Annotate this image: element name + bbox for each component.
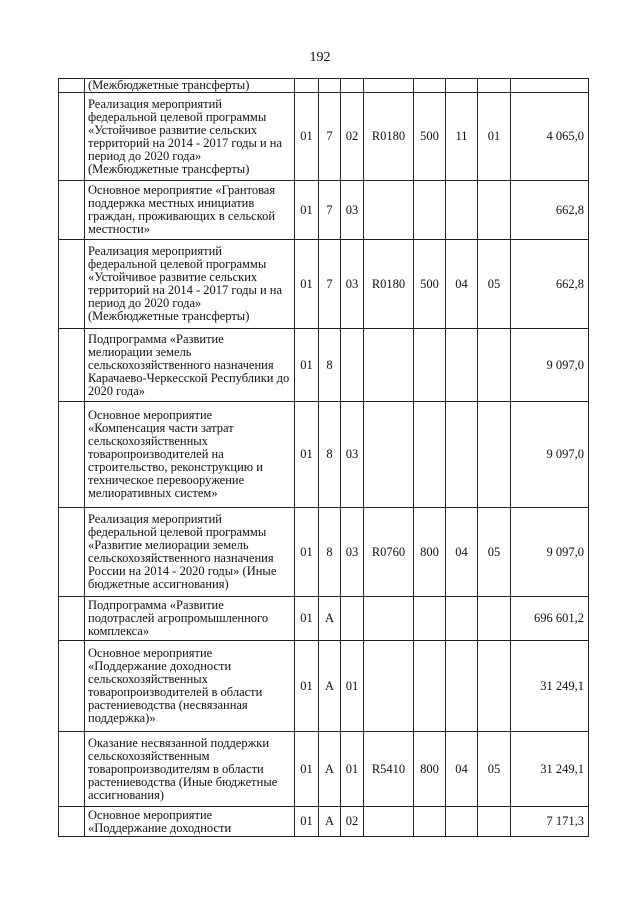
description-cell: Реализация мероприятий федеральной целевой программы «Развитие мелиорации земель сельскохозяйственного назначения России на 2014 - 2020 годы» (Иные бюджетные ассигнования) — [85, 508, 295, 597]
amount-cell — [511, 79, 589, 93]
code-cell — [414, 329, 446, 402]
code-cell — [341, 597, 364, 641]
code-cell: 8 — [319, 329, 341, 402]
code-cell — [341, 79, 364, 93]
amount-cell: 696 601,2 — [511, 597, 589, 641]
code-cell: 05 — [478, 508, 511, 597]
code-cell: R0760 — [364, 508, 414, 597]
table-row — [59, 93, 589, 181]
row-number-cell — [59, 732, 85, 807]
code-cell: 800 — [414, 508, 446, 597]
code-cell: А — [319, 641, 341, 732]
row-number-cell — [59, 807, 85, 837]
code-cell: 7 — [319, 181, 341, 240]
code-cell: 01 — [295, 732, 319, 807]
code-cell: R0180 — [364, 240, 414, 329]
code-cell: 01 — [295, 597, 319, 641]
code-cell — [478, 329, 511, 402]
code-cell: 03 — [341, 508, 364, 597]
code-cell — [478, 641, 511, 732]
code-cell — [478, 807, 511, 837]
code-cell — [295, 79, 319, 93]
code-cell: А — [319, 732, 341, 807]
code-cell — [414, 641, 446, 732]
code-cell: 01 — [295, 329, 319, 402]
code-cell — [364, 79, 414, 93]
code-cell: 8 — [319, 402, 341, 508]
row-number-cell — [59, 79, 85, 93]
description-cell: Реализация мероприятий федеральной целевой программы «Устойчивое развитие сельских территорий на 2014 - 2017 годы и на период до 2020 года» (Межбюджетные трансферты) — [85, 240, 295, 329]
code-cell: 04 — [446, 732, 478, 807]
code-cell — [446, 402, 478, 508]
code-cell: 01 — [295, 240, 319, 329]
amount-cell: 9 097,0 — [511, 508, 589, 597]
description-cell: Основное мероприятие «Поддержание доходности сельскохозяйственных товаропроизводителей в области растениеводства (несвязанная поддержка)» — [85, 641, 295, 732]
code-cell — [364, 641, 414, 732]
amount-cell: 4 065,0 — [511, 93, 589, 181]
code-cell — [414, 807, 446, 837]
row-number-cell — [59, 329, 85, 402]
code-cell: 01 — [341, 641, 364, 732]
code-cell — [364, 329, 414, 402]
code-cell — [319, 79, 341, 93]
description-cell: Подпрограмма «Развитие мелиорации земель сельскохозяйственного назначения Карачаево-Черкесской Республики до 2020 года» — [85, 329, 295, 402]
table-row — [59, 402, 589, 508]
code-cell: А — [319, 807, 341, 837]
table-row — [59, 240, 589, 329]
description-cell: Подпрограмма «Развитие подотраслей агропромышленного комплекса» — [85, 597, 295, 641]
code-cell — [364, 807, 414, 837]
description-cell: Реализация мероприятий федеральной целевой программы «Устойчивое развитие сельских территорий на 2014 - 2017 годы и на период до 2020 года» (Межбюджетные трансферты) — [85, 93, 295, 181]
code-cell — [446, 597, 478, 641]
amount-cell: 662,8 — [511, 181, 589, 240]
code-cell: 04 — [446, 508, 478, 597]
row-number-cell — [59, 181, 85, 240]
row-number-cell — [59, 402, 85, 508]
description-cell: (Межбюджетные трансферты) — [85, 79, 295, 93]
code-cell: 7 — [319, 240, 341, 329]
code-cell: 03 — [341, 181, 364, 240]
amount-cell: 9 097,0 — [511, 402, 589, 508]
code-cell: 800 — [414, 732, 446, 807]
amount-cell: 9 097,0 — [511, 329, 589, 402]
code-cell: R0180 — [364, 93, 414, 181]
budget-table — [58, 78, 589, 837]
code-cell: 02 — [341, 807, 364, 837]
code-cell — [414, 597, 446, 641]
code-cell: 500 — [414, 240, 446, 329]
code-cell — [364, 597, 414, 641]
code-cell: 02 — [341, 93, 364, 181]
code-cell: 05 — [478, 240, 511, 329]
row-number-cell — [59, 240, 85, 329]
code-cell: 03 — [341, 402, 364, 508]
row-number-cell — [59, 597, 85, 641]
code-cell: 01 — [295, 807, 319, 837]
code-cell: 04 — [446, 240, 478, 329]
table-row — [59, 641, 589, 732]
code-cell: 8 — [319, 508, 341, 597]
code-cell: 01 — [341, 732, 364, 807]
table-row — [59, 508, 589, 597]
amount-cell: 31 249,1 — [511, 641, 589, 732]
amount-cell: 31 249,1 — [511, 732, 589, 807]
code-cell — [478, 181, 511, 240]
table-row — [59, 181, 589, 240]
code-cell — [414, 402, 446, 508]
description-cell: Основное мероприятие «Компенсация части затрат сельскохозяйственных товаропроизводителей на строительство, реконструкцию и техническое перевооружение мелиоративных систем» — [85, 402, 295, 508]
table-row — [59, 807, 589, 837]
row-number-cell — [59, 508, 85, 597]
code-cell — [446, 79, 478, 93]
code-cell: 05 — [478, 732, 511, 807]
code-cell: 500 — [414, 93, 446, 181]
amount-cell: 662,8 — [511, 240, 589, 329]
code-cell: 03 — [341, 240, 364, 329]
description-cell: Оказание несвязанной поддержки сельскохозяйственным товаропроизводителям в области растениеводства (Иные бюджетные ассигнования) — [85, 732, 295, 807]
table-row — [59, 597, 589, 641]
code-cell: 01 — [295, 402, 319, 508]
row-number-cell — [59, 641, 85, 732]
code-cell: 01 — [295, 508, 319, 597]
code-cell — [414, 79, 446, 93]
description-cell: Основное мероприятие «Грантовая поддержка местных инициатив граждан, проживающих в сельской местности» — [85, 181, 295, 240]
table-row — [59, 329, 589, 402]
code-cell — [446, 807, 478, 837]
table-row — [59, 79, 589, 93]
row-number-cell — [59, 93, 85, 181]
code-cell: 01 — [295, 181, 319, 240]
code-cell: 7 — [319, 93, 341, 181]
code-cell — [446, 329, 478, 402]
page-number: 192 — [309, 50, 331, 65]
code-cell: 01 — [295, 641, 319, 732]
code-cell — [478, 79, 511, 93]
code-cell: R5410 — [364, 732, 414, 807]
code-cell — [478, 597, 511, 641]
code-cell — [364, 402, 414, 508]
code-cell: А — [319, 597, 341, 641]
code-cell: 01 — [478, 93, 511, 181]
code-cell — [446, 641, 478, 732]
description-cell: Основное мероприятие «Поддержание доходности — [85, 807, 295, 837]
code-cell: 01 — [295, 93, 319, 181]
table-row — [59, 732, 589, 807]
code-cell: 11 — [446, 93, 478, 181]
code-cell — [364, 181, 414, 240]
code-cell — [414, 181, 446, 240]
code-cell — [478, 402, 511, 508]
amount-cell: 7 171,3 — [511, 807, 589, 837]
code-cell — [341, 329, 364, 402]
code-cell — [446, 181, 478, 240]
